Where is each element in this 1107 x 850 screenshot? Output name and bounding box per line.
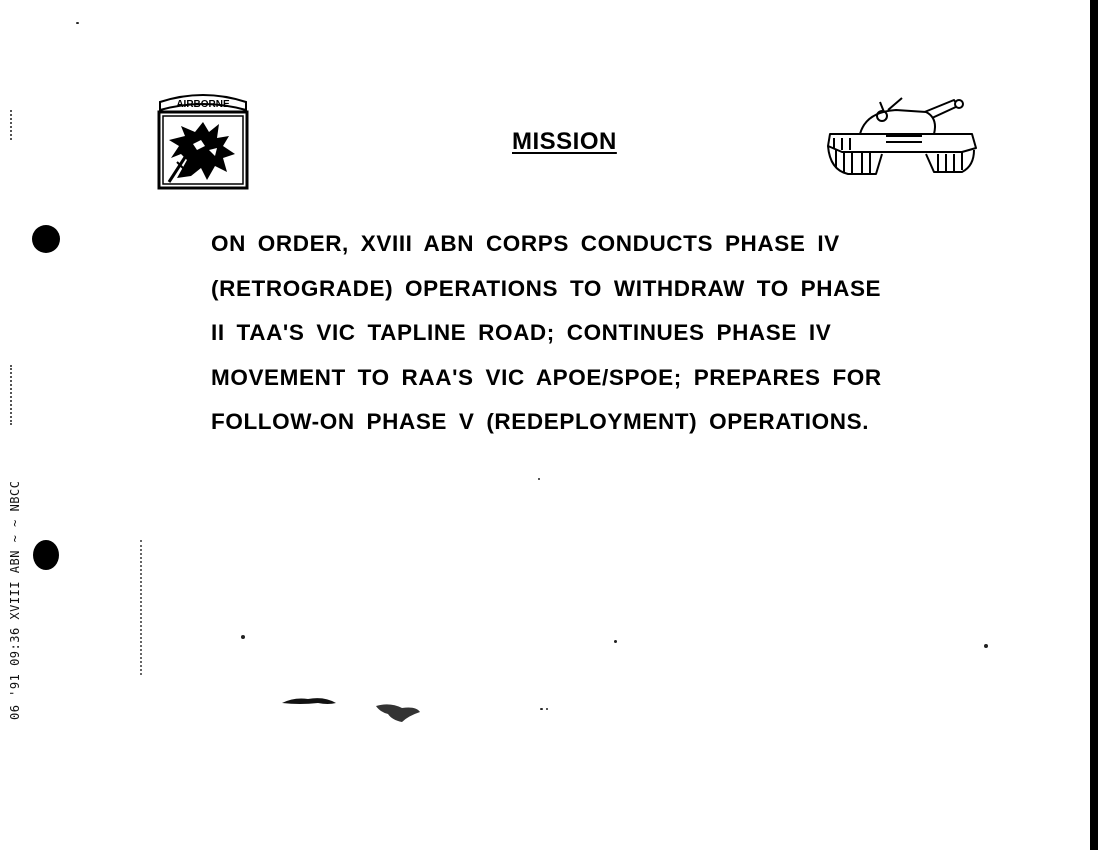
scan-smudge <box>372 700 424 726</box>
mission-line: II TAA'S VIC TAPLINE ROAD; CONTINUES PHASE IV <box>211 320 832 345</box>
scan-speck <box>538 478 540 480</box>
scan-smudge <box>280 695 340 709</box>
page-title: MISSION <box>512 128 617 155</box>
airborne-dragon-patch-icon <box>157 88 249 190</box>
margin-dots <box>10 110 12 140</box>
tank-icon <box>822 92 980 184</box>
scan-speck <box>984 644 988 648</box>
scan-speck <box>546 708 548 710</box>
scan-speck <box>614 640 617 643</box>
mission-line: ON ORDER, XVIII ABN CORPS CONDUCTS PHASE IV <box>211 231 840 256</box>
mission-statement <box>211 222 971 445</box>
punch-hole <box>32 225 60 253</box>
margin-dots <box>10 365 12 425</box>
mission-line: FOLLOW-ON PHASE V (REDEPLOYMENT) OPERATIONS. <box>211 409 870 434</box>
patch-label: AIRBORNE <box>176 99 230 110</box>
scan-speck <box>76 22 79 24</box>
mission-line: MOVEMENT TO RAA'S VIC APOE/SPOE; PREPARES FOR <box>211 364 882 390</box>
scan-speck <box>241 635 245 639</box>
scan-speck <box>540 708 543 710</box>
punch-hole <box>33 540 59 570</box>
scan-artifact-line <box>140 540 142 675</box>
mission-line: (RETROGRADE) OPERATIONS TO WITHDRAW TO PHASE <box>211 275 882 301</box>
fax-header: 06 '91 09:36 XVIII ABN ~ ~ NBCC <box>8 480 22 720</box>
scan-edge-bar <box>1090 0 1098 850</box>
